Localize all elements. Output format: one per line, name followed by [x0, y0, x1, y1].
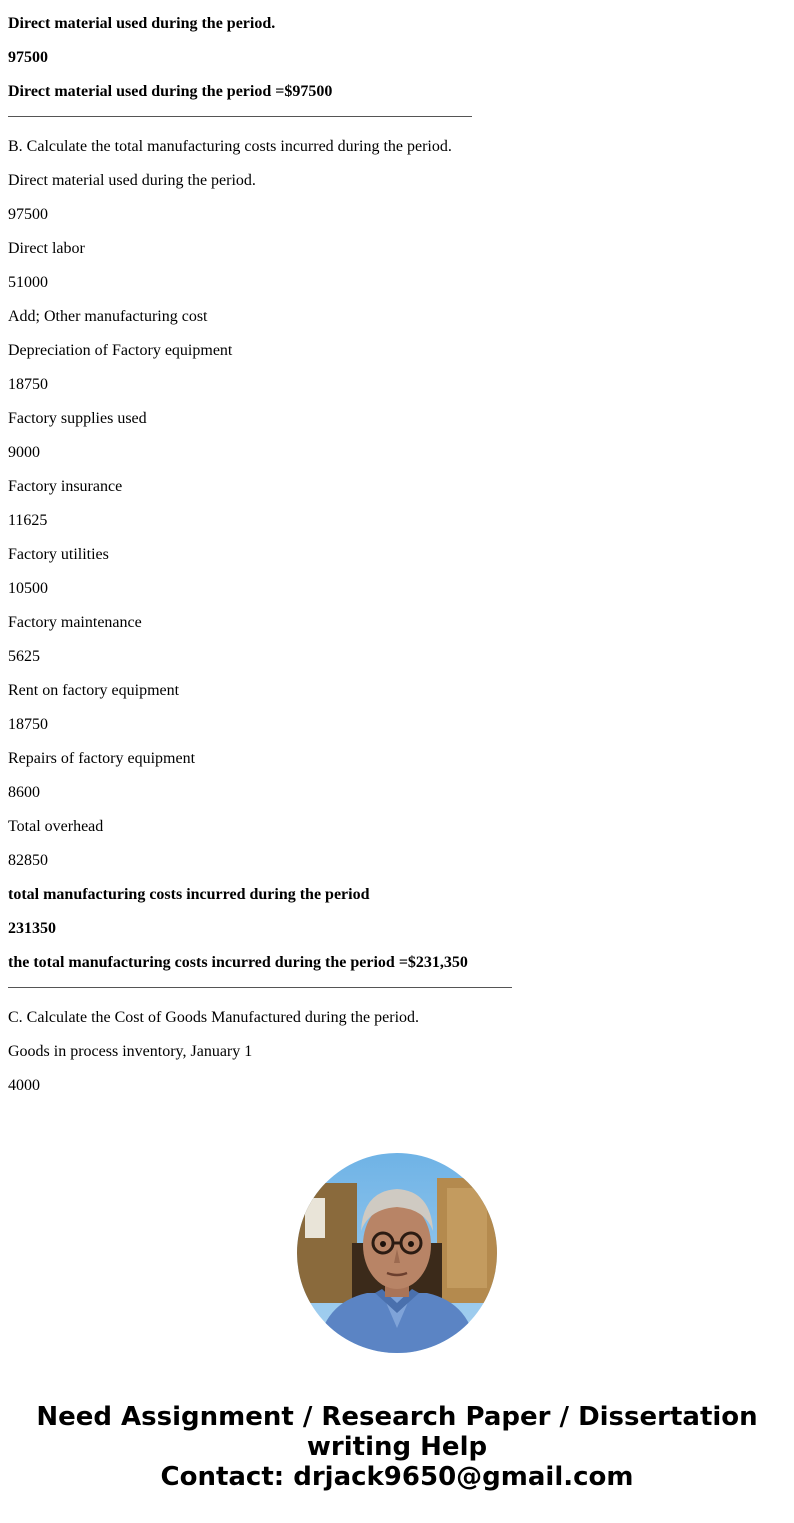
footer-contact: Contact: drjack9650@gmail.com: [160, 1462, 634, 1492]
part-b-heading: B. Calculate the total manufacturing costs incurred during the period.: [8, 138, 452, 155]
footer-line-1: Need Assignment / Research Paper / Dissertation: [36, 1402, 758, 1432]
row-label: Direct material used during the period.: [8, 172, 256, 189]
row-label: Factory insurance: [8, 478, 123, 495]
row-value: 18750: [8, 716, 48, 733]
part-a-result: Direct material used during the period =$97500: [8, 83, 333, 100]
row-value: 51000: [8, 274, 48, 291]
promo-footer: [0, 1402, 794, 1492]
row-label: Goods in process inventory, January 1: [8, 1043, 253, 1060]
row-label: Depreciation of Factory equipment: [8, 342, 233, 359]
part-a-label: Direct material used during the period.: [8, 15, 276, 32]
row-value: 8600: [8, 784, 40, 801]
section-divider: [8, 116, 472, 117]
row-value: 9000: [8, 444, 40, 461]
avatar-portrait: [297, 1153, 497, 1353]
tutor-avatar: [297, 1153, 497, 1353]
row-value: 82850: [8, 852, 48, 869]
row-value: 10500: [8, 580, 48, 597]
row-value: 11625: [8, 512, 48, 529]
total-label: total manufacturing costs incurred during the period: [8, 886, 370, 903]
row-label: Factory utilities: [8, 546, 109, 563]
row-value: 97500: [8, 206, 48, 223]
row-value: 5625: [8, 648, 40, 665]
row-label: Factory supplies used: [8, 410, 147, 427]
solution-document: [8, 14, 788, 1110]
part-b-result: the total manufacturing costs incurred during the period =$231,350: [8, 954, 468, 971]
row-label: Direct labor: [8, 240, 85, 257]
other-cost-heading: Add; Other manufacturing cost: [8, 308, 208, 325]
part-c-heading: C. Calculate the Cost of Goods Manufactured during the period.: [8, 1009, 420, 1026]
total-value: 231350: [8, 920, 56, 937]
row-label: Rent on factory equipment: [8, 682, 180, 699]
row-value: 18750: [8, 376, 48, 393]
row-label: Repairs of factory equipment: [8, 750, 196, 767]
part-a-value: 97500: [8, 49, 48, 66]
section-divider: [8, 987, 512, 988]
footer-line-2: writing Help: [306, 1432, 488, 1462]
row-label: Total overhead: [8, 818, 104, 835]
row-label: Factory maintenance: [8, 614, 142, 631]
row-value: 4000: [8, 1077, 40, 1094]
